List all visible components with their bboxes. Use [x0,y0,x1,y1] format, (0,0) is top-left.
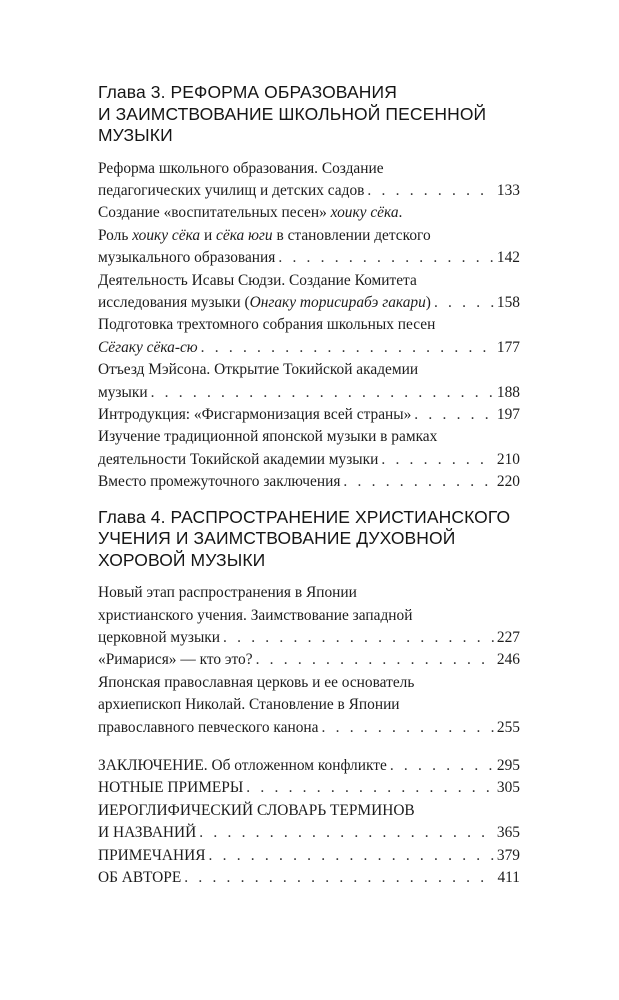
chapter-heading-line [98,104,520,126]
toc-entry-last-line [98,717,520,739]
dot-leader [246,777,494,799]
toc-entry-title [98,627,220,649]
toc-entry-text: Создание «воспитательных песен» [98,204,331,222]
page-number: 210 [496,450,520,468]
chapter-heading-line [98,507,520,529]
page-number: 246 [496,651,520,669]
toc-entry-line [98,672,520,694]
toc-entry-text: Японская православная церковь и ее основатель [98,673,415,691]
toc-entry-text: ИЕРОГЛИФИЧЕСКИЙ СЛОВАРЬ ТЕРМИНОВ [98,801,415,819]
page-number: 305 [496,779,520,797]
dot-leader [390,755,494,777]
toc-entry-title [98,822,196,844]
chapter-number: Глава 3. [98,82,171,102]
toc-entry-text: ) [425,293,431,311]
toc-entry-text: исследования музыки ( [98,293,250,311]
toc-entry-line [98,800,520,822]
toc-entry[interactable] [98,845,520,867]
chapter-title-text: РЕФОРМА ОБРАЗОВАНИЯ [170,82,397,102]
toc-entry-last-line [98,755,520,777]
chapter-title-text: МУЗЫКИ [98,125,173,145]
chapter-title-text: УЧЕНИЯ И ЗАИМСТВОВАНИЕ ДУХОВНОЙ [98,528,456,549]
toc-entry-text: и [200,226,217,244]
dot-leader [414,404,494,426]
page-number: 177 [496,338,520,356]
page-number: 142 [496,249,520,267]
page-number: 411 [497,868,520,886]
toc-entry-line [98,694,520,716]
page-number: 255 [496,718,520,736]
toc-entry-last-line [98,845,520,867]
toc-entry[interactable] [98,404,520,426]
dot-leader [278,247,494,269]
toc-entry-title [98,867,181,889]
toc-entry-title [98,337,198,359]
chapter-list [98,82,520,739]
toc-entry[interactable] [98,202,520,269]
toc-entry[interactable] [98,649,520,671]
chapter-heading [98,507,520,572]
dot-leader [201,337,494,359]
toc-entry-line [98,359,520,381]
toc-entry-last-line [98,867,520,889]
dot-leader [322,717,494,739]
toc-entry-line [98,426,520,448]
toc-entry-text: Изучение традиционной японской музыки в рамках [98,428,438,446]
toc-entry-title [98,180,364,202]
toc-entry-text: Новый этап распространения в Японии [98,584,357,602]
dot-leader [367,180,493,202]
toc-entry-title [98,292,431,314]
toc-entry-text: Деятельность Исавы Сюдзи. Создание Комитета [98,271,417,289]
toc-entry-text: И НАЗВАНИЙ [98,824,197,842]
toc-entry-line [98,225,520,247]
dot-leader [151,382,494,404]
toc-entry[interactable] [98,270,520,315]
toc-entry-last-line [98,337,520,359]
dot-leader [434,292,494,314]
chapter-section [98,82,520,494]
page-number: 188 [496,383,520,401]
toc-entry-text: в становлении детского [272,226,431,244]
chapter-number: Глава 4. [98,506,171,527]
page-number: 133 [496,181,520,199]
toc-entry-line [98,605,520,627]
toc-entry-text: «Римарися» — кто это? [98,651,253,669]
toc-entry-text: архиепископ Николай. Становление в Японии [98,696,400,714]
toc-entry-text: Реформа школьного образования. Создание [98,159,384,177]
chapter-title-text: ХОРОВОЙ МУЗЫКИ [98,549,266,570]
dot-leader [209,845,494,867]
toc-entry[interactable] [98,426,520,471]
toc-entry-text: Роль [98,226,133,244]
dot-leader [256,649,494,671]
toc-entry-italic-title: хоику сёка [132,226,201,244]
toc-entry-title [98,247,275,269]
toc-entry-last-line [98,449,520,471]
toc-entry-last-line [98,180,520,202]
toc-entry-italic-title: Онгаку торисирабэ гакари [249,293,426,311]
page-number: 197 [496,405,520,423]
toc-entry-title [98,382,148,404]
toc-entry-text: педагогических училищ и детских садов [98,181,365,199]
toc-entry-text: ПРИМЕЧАНИЯ [98,846,206,864]
toc-entry-text: Интродукция: «Фисгармонизация всей страны» [98,405,412,423]
toc-entry-text: православного певческого канона [98,718,319,736]
toc-entry-text: Вместо промежуточного заключения [98,473,341,491]
toc-entry-text: ЗАКЛЮЧЕНИЕ. Об отложенном конфликте [98,756,387,774]
toc-entry-line [98,582,520,604]
toc-entry-last-line [98,382,520,404]
toc-entry-italic-title: хоику сёка [330,204,399,222]
toc-entry-text: Подготовка трехтомного собрания школьных песен [98,316,436,334]
dot-leader [343,471,493,493]
page-number: 295 [496,756,520,774]
toc-entry[interactable] [98,582,520,649]
toc-entry-text: музыкального образования [98,249,276,267]
toc-entry-last-line [98,777,520,799]
toc-entry-title [98,755,387,777]
toc-entry-line [98,270,520,292]
toc-entry-line [98,202,520,224]
toc-entry-text: ОБ АВТОРЕ [98,868,182,886]
chapter-section [98,507,520,739]
toc-entry-title [98,649,253,671]
chapter-title-text: И ЗАИМСТВОВАНИЕ ШКОЛЬНОЙ ПЕСЕННОЙ [98,103,487,124]
toc-entry-text: деятельности Токийской академии музыки [98,450,379,468]
toc-entry-text: музыки [98,383,148,401]
toc-entry-line [98,314,520,336]
toc-entry[interactable] [98,755,520,777]
chapter-heading [98,82,520,147]
toc-entry-title [98,449,378,471]
page-number: 158 [496,293,520,311]
toc-entry-text: церковной музыки [98,628,221,646]
toc-entry-title [98,845,206,867]
page-number: 227 [496,628,520,646]
page-number: 220 [496,473,520,491]
toc-entry-last-line [98,822,520,844]
chapter-heading-line [98,82,520,104]
toc-entry-title [98,471,340,493]
chapter-title-text: РАСПРОСТРАНЕНИЕ ХРИСТИАНСКОГО [170,506,511,527]
toc-entry-last-line [98,471,520,493]
toc-entry-italic-title: сёка юги [216,226,273,244]
toc-entry[interactable] [98,158,520,203]
chapter-heading-line [98,528,520,550]
toc-entry[interactable] [98,777,520,799]
toc-entry[interactable] [98,359,520,404]
toc-entry[interactable] [98,800,520,845]
toc-entry-line [98,158,520,180]
toc-entry-title [98,404,411,426]
toc-entry-text: НОТНЫЕ ПРИМЕРЫ [98,779,244,797]
back-matter-list [98,755,520,889]
dot-leader [381,449,494,471]
page-number: 379 [496,846,520,864]
chapter-heading-line [98,550,520,572]
toc-entry-text: Отъезд Мэйсона. Открытие Токийской академии [98,361,419,379]
toc-entry-title [98,717,319,739]
toc-entry-last-line [98,292,520,314]
toc-entry[interactable] [98,867,520,889]
toc-entry[interactable] [98,672,520,739]
dot-leader [223,627,494,649]
toc-entry-text: . [398,204,403,222]
toc-entry-last-line [98,247,520,269]
toc-entry[interactable] [98,471,520,493]
toc-entry-text: христианского учения. Заимствование западной [98,606,413,624]
toc-entry[interactable] [98,314,520,359]
dot-leader [199,822,494,844]
page-number: 365 [496,824,520,842]
toc-entry-title [98,777,243,799]
toc-entry-italic-title: Сёгаку сёка-сю [98,338,198,356]
table-of-contents [98,82,520,889]
toc-entry-last-line [98,649,520,671]
toc-entry-last-line [98,627,520,649]
dot-leader [184,867,494,889]
chapter-heading-line [98,125,520,147]
toc-entry-last-line [98,404,520,426]
